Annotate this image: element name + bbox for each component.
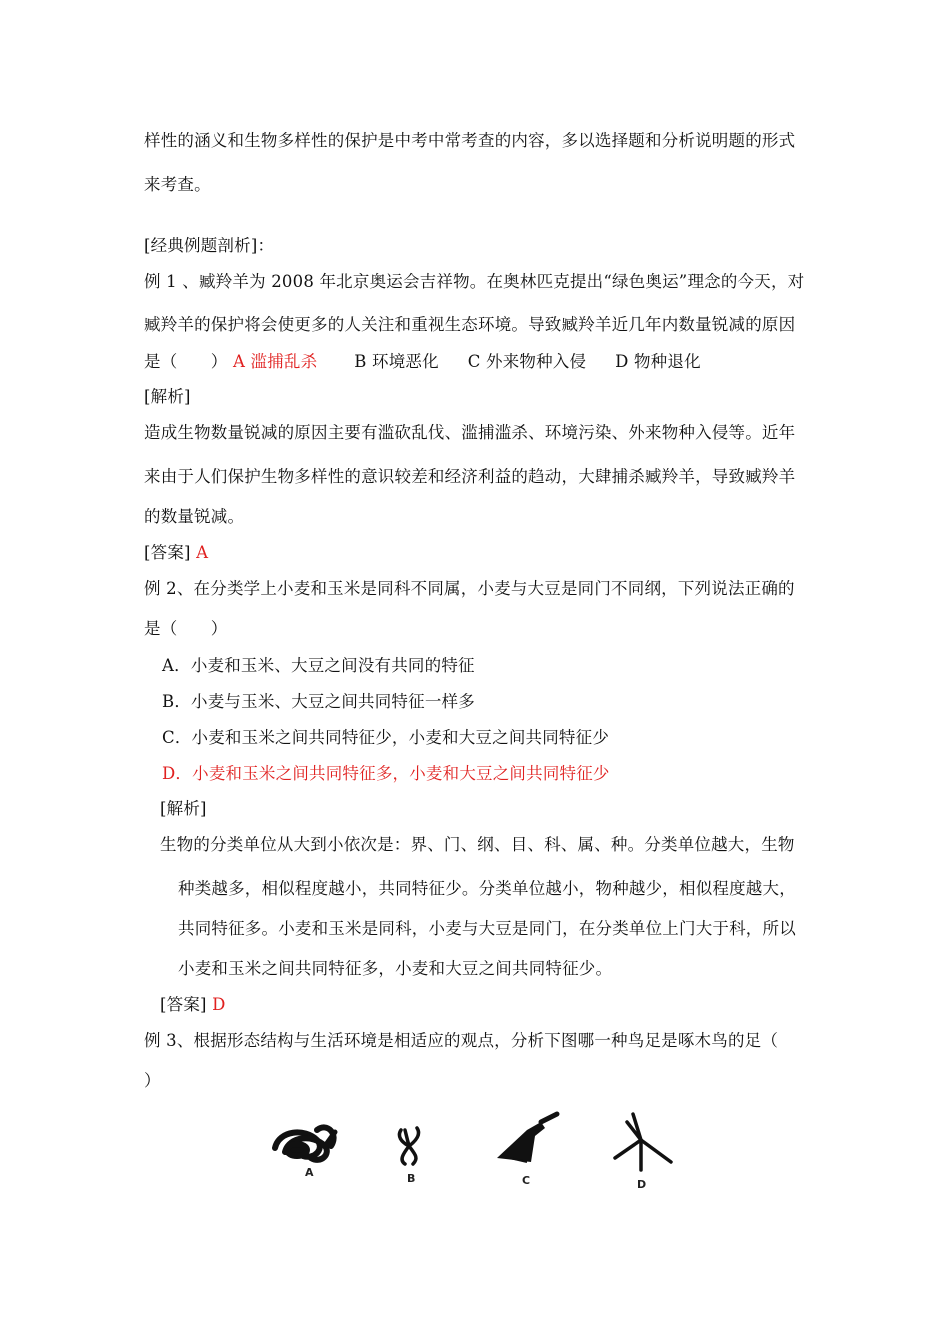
example2-analysis-line-2: 种类越多，相似程度越小，共同特征少。分类单位越小，物种越少，相似程度越大， — [178, 879, 796, 898]
figure-label-a: A — [305, 1166, 314, 1179]
figure-label-b: B — [407, 1172, 416, 1185]
example2-analysis-line-4: 小麦和玉米之间共同特征多，小麦和大豆之间共同特征少。 — [178, 959, 613, 978]
example2-analysis-label: [解析] — [160, 799, 207, 818]
foot-a-icon — [275, 1127, 335, 1159]
example1-answer — [144, 539, 208, 563]
example1-option-d: D 物种退化 — [615, 352, 701, 371]
example1-line-2: 臧羚羊的保护将会使更多的人关注和重视生态环境。导致臧羚羊近几年内数量锐减的原因 — [144, 315, 796, 334]
example2-line-1: 例 2、在分类学上小麦和玉米是同科不同属，小麦与大豆是同门不同纲，下列说法正确的 — [144, 579, 795, 598]
example1-answer-value: A — [196, 543, 209, 562]
example1-analysis-line-2: 来由于人们保护生物多样性的意识较差和经济利益的趋动，大肆捕杀臧羚羊，导致臧羚羊 — [144, 467, 796, 486]
foot-c-icon — [497, 1114, 557, 1162]
figure-label-d: D — [637, 1178, 647, 1191]
example2-analysis-line-1: 生物的分类单位从大到小依次是：界、门、纲、目、科、属、种。分类单位越大，生物 — [160, 835, 795, 854]
example2-option-b: B．小麦与玉米、大豆之间共同特征一样多 — [162, 692, 475, 711]
example2-option-a: A．小麦和玉米、大豆之间没有共同的特征 — [162, 656, 475, 675]
example1-option-a: A 滥捕乱杀 — [232, 352, 318, 371]
foot-d-icon — [615, 1114, 671, 1170]
example1-question — [144, 348, 701, 372]
bird-feet-svg — [265, 1100, 695, 1200]
example1-option-c: C 外来物种入侵 — [467, 352, 587, 371]
example2-option-d: D．小麦和玉米之间共同特征多，小麦和大豆之间共同特征少 — [162, 764, 610, 783]
example2-line-2: 是（ ） — [144, 619, 228, 638]
example1-answer-label: [答案] — [144, 543, 191, 562]
example1-analysis-line-1: 造成生物数量锐减的原因主要有滥砍乱伐、滥捕滥杀、环境污染、外来物种入侵等。近年 — [144, 423, 796, 442]
example3-line-2: ） — [144, 1071, 161, 1090]
bird-feet-figure — [265, 1100, 695, 1200]
figure-label-c: C — [522, 1174, 531, 1187]
example2-answer — [160, 991, 226, 1015]
example2-answer-label: [答案] — [160, 995, 207, 1014]
example1-analysis-label: [解析] — [144, 387, 191, 406]
example3-line-1: 例 3、根据形态结构与生活环境是相适应的观点，分析下图哪一种鸟足是啄木鸟的足（ — [144, 1031, 779, 1050]
foot-b-icon — [399, 1128, 418, 1164]
intro-line-2: 来考查。 — [144, 175, 211, 194]
example2-answer-value: D — [212, 995, 226, 1014]
example2-option-c: C．小麦和玉米之间共同特征少，小麦和大豆之间共同特征少 — [162, 728, 610, 747]
example1-line-1: 例 1 、臧羚羊为 2008 年北京奥运会吉祥物。在奥林匹克提出“绿色奥运”理念的今天，对 — [144, 272, 805, 291]
section-title: [经典例题剖析]： — [144, 236, 275, 255]
example1-analysis-line-3: 的数量锐减。 — [144, 507, 245, 526]
example1-question-prefix: 是（ ） — [144, 352, 228, 371]
example1-option-b: B 环境恶化 — [354, 352, 439, 371]
example2-analysis-line-3: 共同特征多。小麦和玉米是同科，小麦与大豆是同门，在分类单位上门大于科，所以 — [178, 919, 796, 938]
intro-line-1: 样性的涵义和生物多样性的保护是中考中常考查的内容，多以选择题和分析说明题的形式 — [144, 131, 796, 150]
